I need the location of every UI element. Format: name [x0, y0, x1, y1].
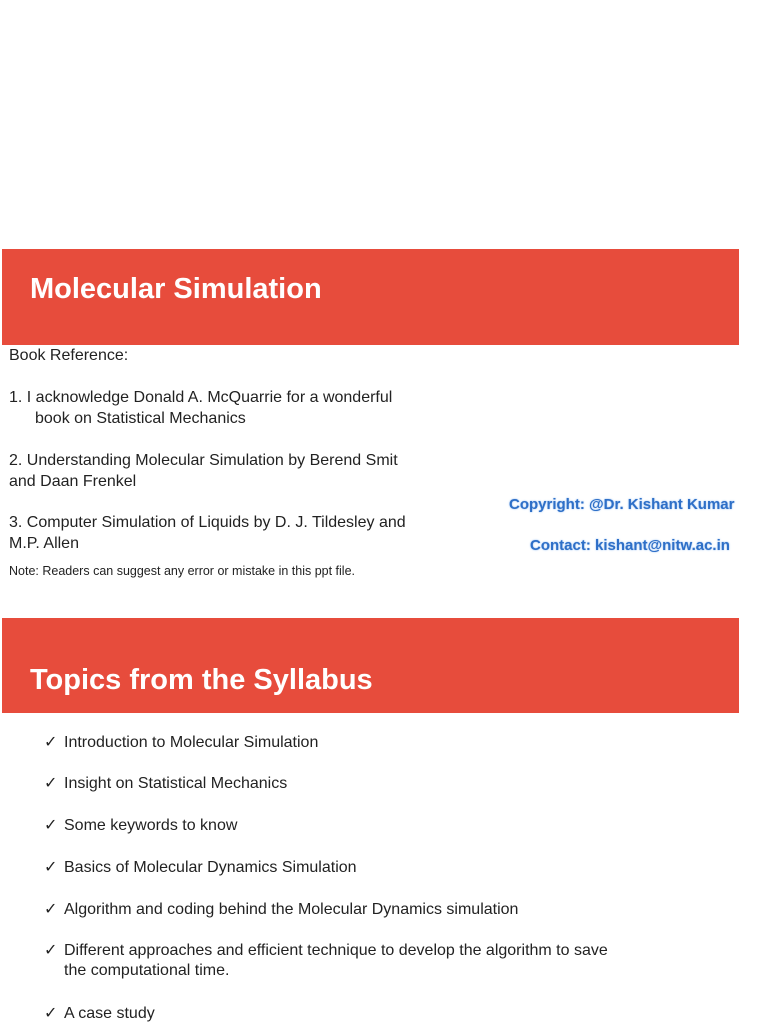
checkmark-icon: ✓ [44, 817, 58, 834]
reference-2-line-2: and Daan Frenkel [9, 473, 137, 490]
topic-item [44, 941, 608, 979]
topic-label: Insight on Statistical Mechanics [64, 775, 288, 792]
topic-label: Different approaches and efficient technique to develop the algorithm to save [64, 942, 608, 959]
slide-title-banner [2, 249, 739, 345]
book-reference-heading: Book Reference: [9, 347, 129, 364]
reference-3-line-2: M.P. Allen [9, 535, 79, 552]
checkmark-icon: ✓ [44, 775, 58, 792]
topic-item [44, 858, 357, 878]
topic-item [44, 733, 318, 753]
reference-2-line-1: 2. Understanding Molecular Simulation by Berend Smit [9, 452, 398, 469]
checkmark-icon: ✓ [44, 942, 58, 959]
reference-1-line-2: book on Statistical Mechanics [35, 410, 246, 427]
reference-1-line-1: 1. I acknowledge Donald A. McQuarrie for a wonderful [9, 389, 393, 406]
readers-note: Note: Readers can suggest any error or mistake in this ppt file. [9, 564, 355, 578]
topic-item [44, 816, 237, 836]
topic-item [44, 1004, 155, 1024]
topic-label: Some keywords to know [64, 817, 238, 834]
reference-3-line-1: 3. Computer Simulation of Liquids by D. J. Tildesley and [9, 514, 406, 531]
topic-label: A case study [64, 1005, 155, 1022]
topic-label: Algorithm and coding behind the Molecular Dynamics simulation [64, 901, 519, 918]
checkmark-icon: ✓ [44, 901, 58, 918]
topic-label-continuation: the computational time. [64, 962, 230, 979]
topic-label: Introduction to Molecular Simulation [64, 734, 319, 751]
checkmark-icon: ✓ [44, 734, 58, 751]
checkmark-icon: ✓ [44, 1005, 58, 1022]
syllabus-title: Topics from the Syllabus [30, 664, 373, 696]
syllabus-title-banner [2, 618, 739, 713]
topic-item [44, 774, 287, 794]
topic-label: Basics of Molecular Dynamics Simulation [64, 859, 357, 876]
slide-title: Molecular Simulation [30, 273, 322, 305]
contact-text: Contact: kishant@nitw.ac.in [530, 537, 730, 554]
topic-item [44, 900, 518, 920]
checkmark-icon: ✓ [44, 859, 58, 876]
copyright-text: Copyright: @Dr. Kishant Kumar [509, 496, 735, 513]
